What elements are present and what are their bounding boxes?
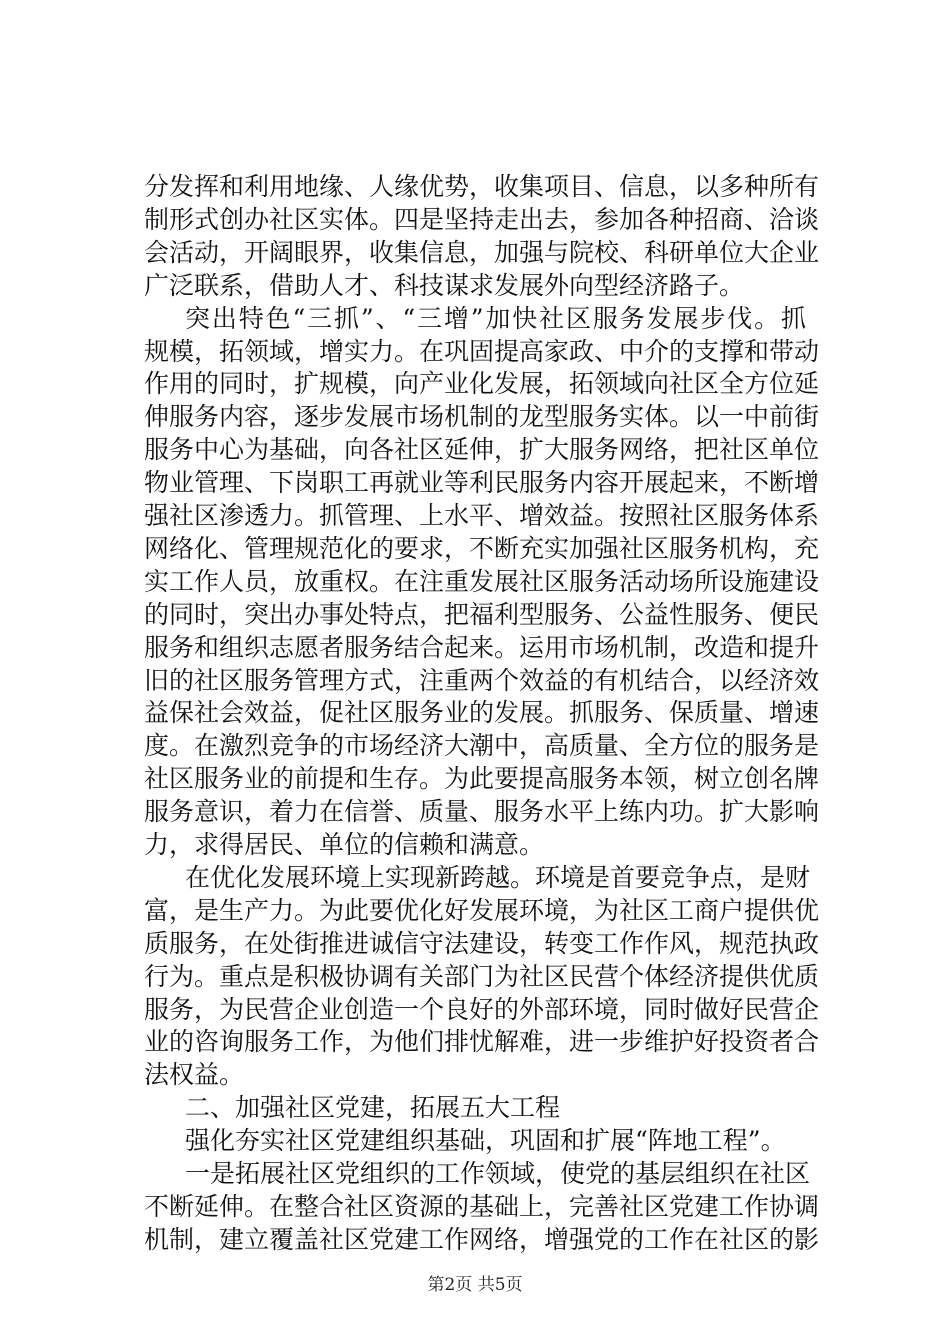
text-line: 法权益。 xyxy=(144,1060,245,1089)
text-line: 一是拓展社区党组织的工作领域，使党的基层组织在社区 xyxy=(185,1159,811,1188)
text-line: 社区服务业的前提和生存。为此要提高服务本领，树立创名牌 xyxy=(144,764,820,793)
text-line: 伸服务内容，逐步发展市场机制的龙型服务实体。以一中前街 xyxy=(144,402,820,431)
body-text xyxy=(0,171,950,1254)
text-line: 服务和组织志愿者服务结合起来。运用市场机制，改造和提升 xyxy=(144,633,820,662)
text-line: 业的咨询服务工作，为他们排忧解难，进一步维护好投资者合 xyxy=(144,1027,820,1056)
text-line: 在优化发展环境上实现新跨越。环境是首要竞争点，是财 xyxy=(185,863,811,892)
text-line: 实工作人员，放重权。在注重发展社区服务活动场所设施建设 xyxy=(144,567,820,596)
text-line: 强化夯实社区党建组织基础，巩固和扩展“阵地工程”。 xyxy=(185,1126,786,1155)
text-line: 会活动，开阔眼界，收集信息，加强与院校、科研单位大企业 xyxy=(144,238,820,267)
text-line: 制形式创办社区实体。四是坚持走出去，参加各种招商、洽谈 xyxy=(144,205,820,234)
text-line: 富，是生产力。为此要优化好发展环境，为社区工商户提供优 xyxy=(144,896,820,925)
text-line: 突出特色“三抓”、“三增”加快社区服务发展步伐。抓 xyxy=(185,304,806,333)
text-line: 分发挥和利用地缘、人缘优势，收集项目、信息，以多种所有 xyxy=(144,172,820,201)
text-line: 度。在激烈竞争的市场经济大潮中，高质量、全方位的服务是 xyxy=(144,731,820,760)
text-line: 强社区渗透力。抓管理、上水平、增效益。按照社区服务体系 xyxy=(144,501,820,530)
text-line: 规模，拓领域，增实力。在巩固提高家政、中介的支撑和带动 xyxy=(144,337,820,366)
text-line: 质服务，在处街推进诚信守法建设，转变工作作风，规范执政 xyxy=(144,929,820,958)
text-line: 服务意识，着力在信誉、质量、服务水平上练内功。扩大影响 xyxy=(144,797,820,826)
text-line: 物业管理、下岗职工再就业等利民服务内容开展起来，不断增 xyxy=(144,468,820,497)
text-line: 益保社会效益，促社区服务业的发展。抓服务、保质量、增速 xyxy=(144,698,820,727)
text-line: 作用的同时，扩规模，向产业化发展，拓领域向社区全方位延 xyxy=(144,369,820,398)
text-line: 网络化、管理规范化的要求，不断充实加强社区服务机构，充 xyxy=(144,534,820,563)
text-line: 行为。重点是积极协调有关部门为社区民营个体经济提供优质 xyxy=(144,962,820,991)
text-line: 服务，为民营企业创造一个良好的外部环境，同时做好民营企 xyxy=(144,995,820,1024)
text-line: 广泛联系，借助人才、科技谋求发展外向型经济路子。 xyxy=(144,271,745,300)
text-line: 旧的社区服务管理方式，注重两个效益的有机结合，以经济效 xyxy=(144,666,820,695)
text-line: 力，求得居民、单位的信赖和满意。 xyxy=(144,830,545,859)
text-line: 的同时，突出办事处特点，把福利型服务、公益性服务、便民 xyxy=(144,600,820,629)
text-line: 不断延伸。在整合社区资源的基础上，完善社区党建工作协调 xyxy=(144,1192,820,1221)
page-footer: 第2页 共5页 xyxy=(427,1275,523,1295)
text-line: 服务中心为基础，向各社区延伸，扩大服务网络，把社区单位 xyxy=(144,435,820,464)
text-line: 二、加强社区党建，拓展五大工程 xyxy=(185,1093,561,1122)
text-line: 机制，建立覆盖社区党建工作网络，增强党的工作在社区的影 xyxy=(144,1225,820,1254)
